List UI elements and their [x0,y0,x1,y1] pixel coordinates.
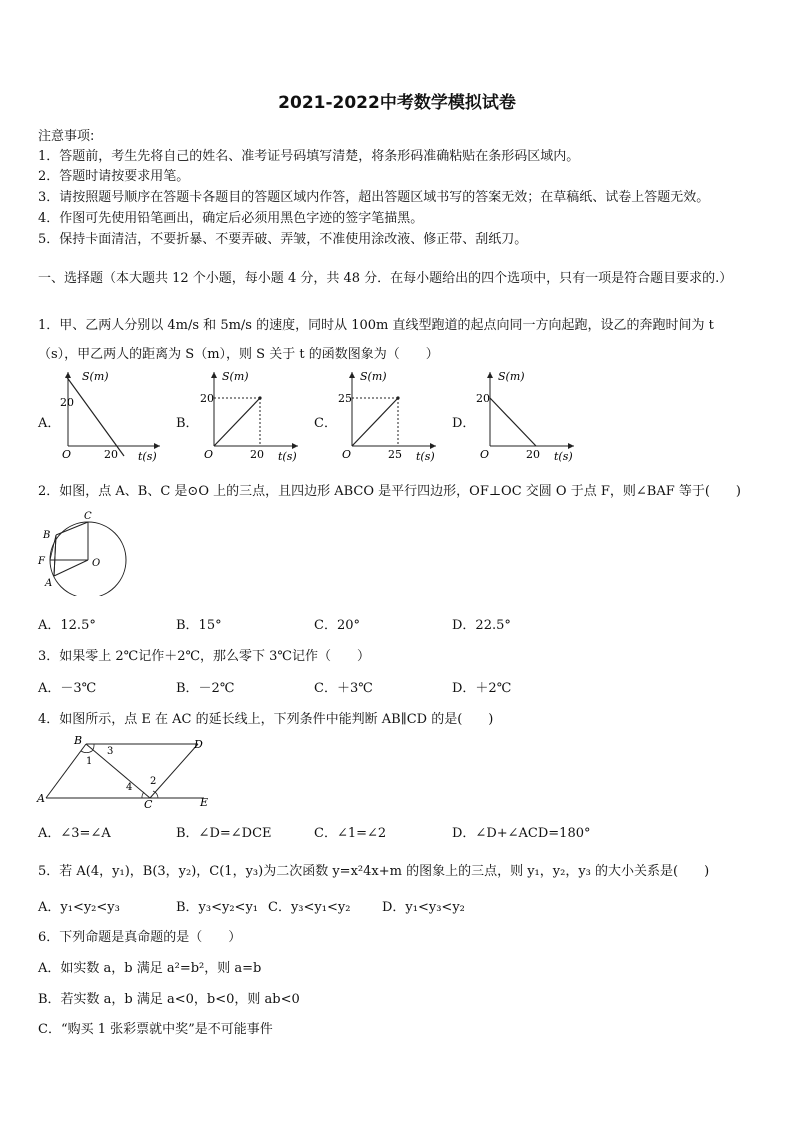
note-item: 5．保持卡面清洁，不要折暴、不要弄破、弄皱，不准使用涂改液、修正带、刮纸刀。 [38,232,528,247]
q1-graph-c [336,368,440,464]
point-label-b: B [74,734,83,747]
page-title: 2021-2022中考数学模拟试卷 [278,93,516,113]
angle-label-3: 3 [107,746,114,757]
point-label-e: E [200,796,209,809]
point-label-c: C [144,798,153,810]
question-3: 3．如果零上 2℃记作＋2℃，那么零下 3℃记作（ ） [38,649,370,664]
q2-option-c: C．20° [314,618,360,633]
angle-label-4: 4 [126,782,133,793]
question-1-line-2: （s），甲乙两人的距离为 S（m），则 S 关于 t 的函数图象为（ ） [38,347,439,362]
y-axis-label: S(m) [82,370,109,383]
q3-option-d: D．＋2℃ [452,681,512,696]
y-tick-label: 25 [338,392,352,405]
q5-option-b: B．y₃<y₂<y₁ [176,900,259,915]
q1-graph-d [474,368,578,464]
q1-option-b: B． [176,416,199,431]
angle-label-2: 2 [150,776,157,787]
q4-option-a: A．∠3=∠A [38,826,111,841]
q2-option-a: A．12.5° [38,618,96,633]
notes-heading: 注意事项: [38,129,95,144]
x-axis-label: t(s) [554,450,573,463]
q1-option-a: A． [38,416,61,431]
y-axis-label: S(m) [498,370,525,383]
note-item: 1．答题前，考生先将自己的姓名、准考证号码填写清楚，将条形码准确粘贴在条形码区域内。 [38,149,580,164]
y-axis-label: S(m) [222,370,249,383]
point-label-a: A [45,578,53,589]
point-label-o: O [92,558,101,569]
section-heading: 一、选择题（本大题共 12 个小题，每小题 4 分，共 48 分．在每小题给出的四个选项中，只有一项是符合题目要求的.） [38,271,733,286]
origin-label: O [62,448,72,461]
y-tick-label: 20 [200,392,214,405]
q4-option-d: D．∠D+∠ACD=180° [452,826,591,841]
q1-option-c: C． [314,416,337,431]
question-1-line-1: 1．甲、乙两人分别以 4m/s 和 5m/s 的速度，同时从 100m 直线型跑道的起点向同一方向起跑，设乙的奔跑时间为 t [38,318,714,333]
question-2: 2．如图，点 A、B、C 是⊙O 上的三点，且四边形 ABCO 是平行四边形，OF⊥OC 交圆 O 于点 F，则∠BAF 等于( ) [38,484,742,499]
q5-option-a: A．y₁<y₂<y₃ [38,900,120,915]
q6-option-c: C．“购买 1 张彩票就中奖”是不可能事件 [38,1022,273,1037]
x-axis-label: t(s) [138,450,157,463]
point-label-b: B [43,530,51,541]
q4-option-c: C．∠1=∠2 [314,826,387,841]
x-axis-label: t(s) [278,450,297,463]
origin-label: O [204,448,214,461]
q1-graph-a [60,368,164,464]
q5-option-c: C．y₃<y₁<y₂ [268,900,351,915]
point-label-d: D [194,738,203,751]
angle-label-1: 1 [86,756,93,767]
y-tick-label: 20 [60,396,74,409]
note-item: 3．请按照题号顺序在答题卡各题目的答题区域内作答，超出答题区域书写的答案无效；在草稿纸、试卷上答题无效。 [38,190,710,205]
y-tick-label: 20 [476,392,490,405]
question-4: 4．如图所示，点 E 在 AC 的延长线上，下列条件中能判断 AB∥CD 的是( ) [38,712,494,727]
q4-parallelogram-figure [34,734,224,810]
x-tick-label: 20 [526,448,540,461]
point-label-f: F [38,556,45,567]
question-5: 5．若 A(4，y₁)，B(3，y₂)，C(1，y₃)为二次函数 y=x²4x+m 的图象上的三点，则 y₁，y₂，y₃ 的大小关系是( ) [38,864,710,879]
point-label-a: A [37,792,45,805]
y-axis-label: S(m) [360,370,387,383]
origin-label: O [480,448,490,461]
q2-circle-figure [32,508,136,596]
point-label-c: C [84,511,92,522]
q3-option-b: B．－2℃ [176,681,235,696]
x-tick-label: 20 [104,448,118,461]
q5-option-d: D．y₁<y₃<y₂ [382,900,465,915]
origin-label: O [342,448,352,461]
x-tick-label: 20 [250,448,264,461]
question-6: 6．下列命题是真命题的是（ ） [38,930,242,945]
q6-option-a: A．如实数 a，b 满足 a²=b²，则 a=b [38,961,262,976]
q2-option-b: B．15° [176,618,222,633]
q6-option-b: B．若实数 a，b 满足 a<0，b<0，则 ab<0 [38,992,300,1007]
q2-option-d: D．22.5° [452,618,511,633]
q1-graph-b [198,368,302,464]
q4-option-b: B．∠D=∠DCE [176,826,272,841]
note-item: 2．答题时请按要求用笔。 [38,169,190,184]
q1-option-d: D． [452,416,476,431]
note-item: 4．作图可先使用铅笔画出，确定后必须用黑色字迹的签字笔描黑。 [38,211,424,226]
q3-option-c: C．＋3℃ [314,681,373,696]
q3-option-a: A．－3℃ [38,681,97,696]
x-tick-label: 25 [388,448,402,461]
x-axis-label: t(s) [416,450,435,463]
